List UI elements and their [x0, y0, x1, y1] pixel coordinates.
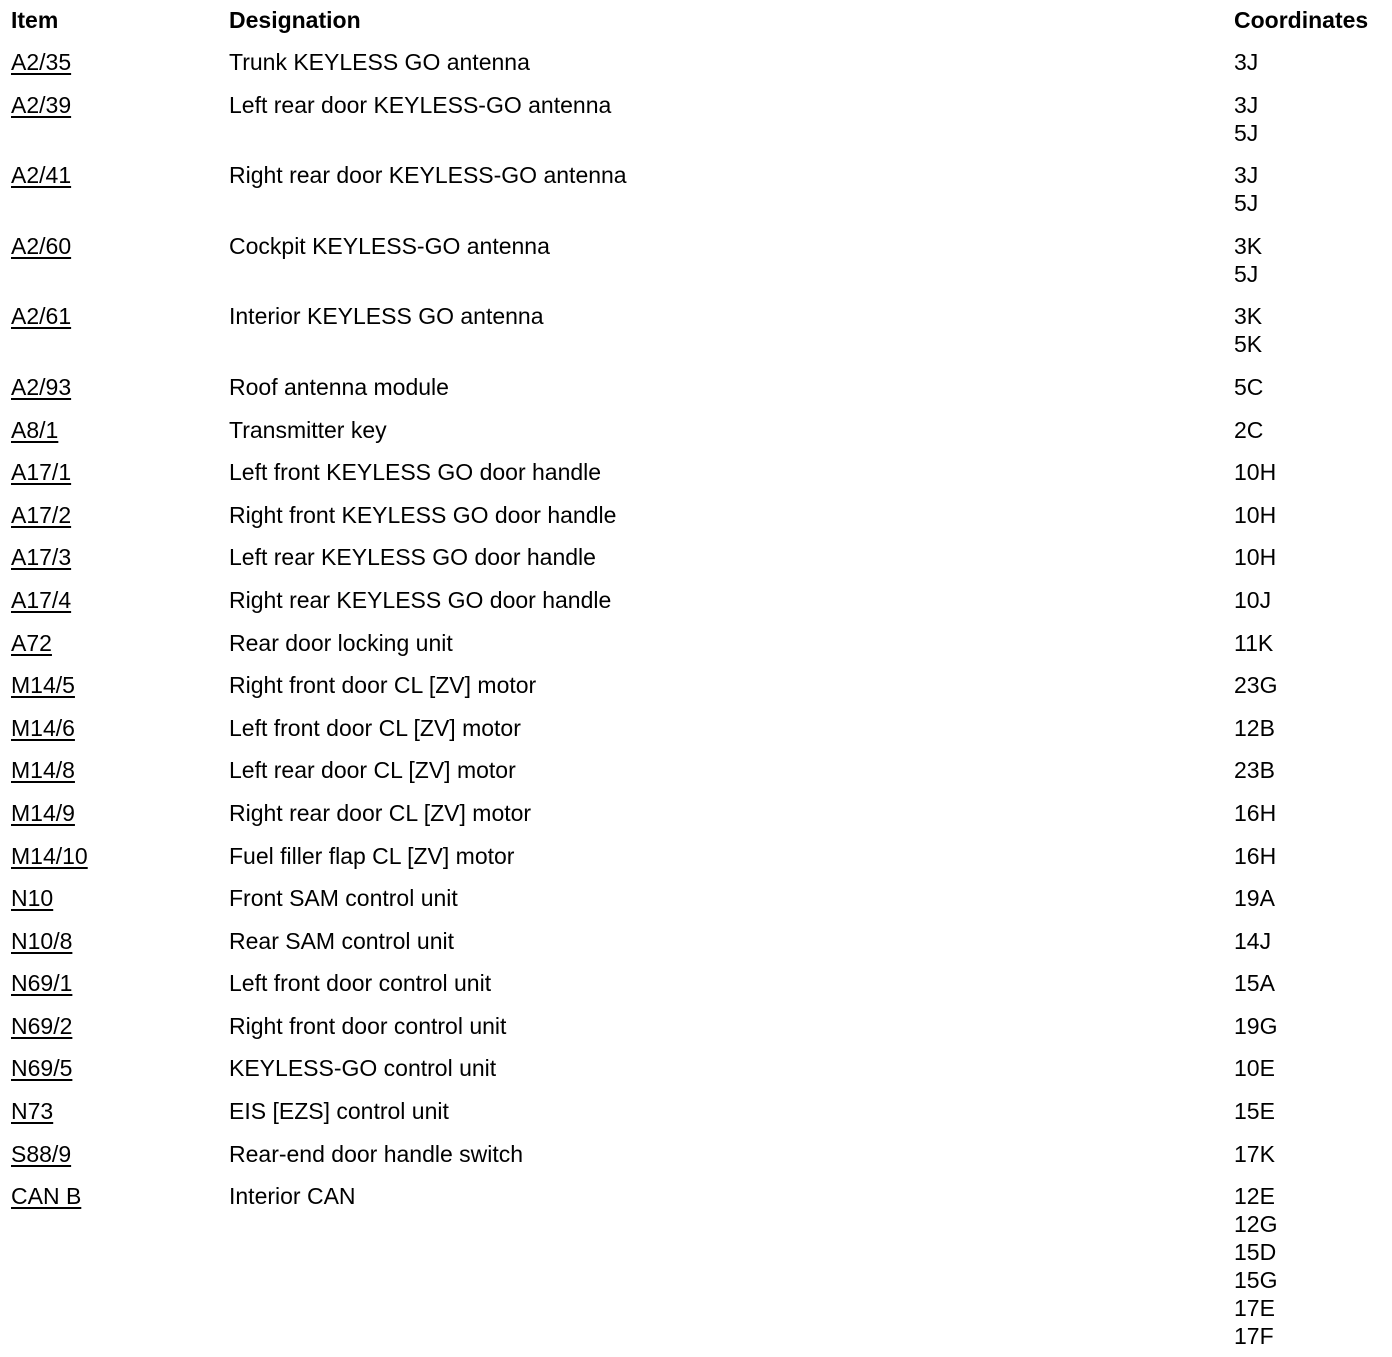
table-row [0, 834, 1392, 877]
designation-cell: Roof antenna module [229, 373, 449, 400]
item-cell [11, 756, 75, 784]
coordinate-value: 23B [1234, 757, 1275, 784]
coordinate-value: 15E [1234, 1098, 1275, 1125]
coordinate-value: 12G [1234, 1211, 1278, 1238]
item-link[interactable]: CAN B [11, 1183, 82, 1210]
item-link[interactable]: A17/1 [11, 459, 72, 486]
coordinate-value: 3J [1234, 91, 1259, 118]
designation-cell: Right rear KEYLESS GO door handle [229, 586, 612, 613]
coordinate-value: 16H [1234, 799, 1277, 826]
coordinate-value: 10E [1234, 1055, 1275, 1082]
item-link[interactable]: A2/41 [11, 162, 72, 189]
coordinates-cell [1234, 1012, 1277, 1040]
item-cell [11, 302, 71, 330]
coordinates-cell [1234, 671, 1277, 699]
item-cell [11, 1054, 72, 1082]
designation-cell: Front SAM control unit [229, 885, 458, 912]
header-coordinates: Coordinates [1234, 7, 1369, 33]
table-row [0, 578, 1392, 621]
item-link[interactable]: A17/4 [11, 586, 72, 613]
coordinate-value: 3J [1234, 49, 1259, 75]
designation-cell: Right rear door CL [ZV] motor [229, 799, 532, 826]
coordinate-value: 19A [1234, 885, 1275, 912]
item-cell [11, 1140, 71, 1168]
designation-cell: Left rear door KEYLESS-GO antenna [229, 91, 612, 118]
table-row [0, 706, 1392, 749]
table-row [0, 493, 1392, 536]
table-row [0, 83, 1392, 154]
coordinates-cell [1234, 543, 1276, 571]
designation-cell: Left front door control unit [229, 970, 492, 997]
coordinates-cell [1234, 714, 1275, 742]
coordinates-cell [1234, 416, 1263, 444]
table-row [0, 876, 1392, 919]
coordinates-cell [1234, 161, 1258, 217]
table-body [0, 40, 1392, 1357]
item-cell [11, 543, 71, 571]
item-link[interactable]: N69/2 [11, 1012, 73, 1039]
coordinates-cell [1234, 232, 1262, 288]
designation-cell: Left rear KEYLESS GO door handle [229, 544, 596, 571]
coordinates-cell [1234, 501, 1276, 529]
coordinate-value: 10H [1234, 501, 1277, 528]
table-row [0, 153, 1392, 224]
item-link[interactable]: M14/5 [11, 672, 75, 699]
coordinates-cell [1234, 302, 1262, 358]
coordinate-value: 5J [1234, 190, 1259, 217]
item-link[interactable]: A72 [11, 629, 52, 656]
item-cell [11, 232, 71, 260]
coordinate-value: 19G [1234, 1012, 1278, 1039]
item-cell [11, 629, 52, 657]
coordinate-value: 16H [1234, 842, 1277, 869]
item-link[interactable]: M14/10 [11, 842, 88, 869]
coordinates-cell [1234, 1140, 1275, 1168]
table-row [0, 961, 1392, 1004]
table-row [0, 1132, 1392, 1175]
header-item: Item [11, 7, 59, 33]
table-row [0, 1089, 1392, 1132]
item-cell [11, 458, 71, 486]
item-link[interactable]: N69/1 [11, 970, 73, 997]
item-link[interactable]: N10/8 [11, 927, 73, 954]
item-cell [11, 969, 72, 997]
item-link[interactable]: M14/8 [11, 757, 75, 784]
table-row [0, 663, 1392, 706]
header-designation: Designation [229, 7, 361, 33]
coordinates-cell [1234, 91, 1258, 147]
table-row [0, 450, 1392, 493]
item-link[interactable]: S88/9 [11, 1140, 72, 1167]
coordinate-value: 5J [1234, 119, 1259, 146]
coordinate-value: 15G [1234, 1267, 1278, 1294]
item-link[interactable]: A2/35 [11, 49, 72, 75]
coordinate-value: 14J [1234, 927, 1272, 954]
designation-cell: Trunk KEYLESS GO antenna [229, 49, 530, 75]
table-row [0, 621, 1392, 664]
designation-cell: KEYLESS-GO control unit [229, 1055, 497, 1082]
item-link[interactable]: A17/3 [11, 544, 72, 571]
table-row [0, 224, 1392, 295]
table-row [0, 535, 1392, 578]
item-cell [11, 501, 71, 529]
item-cell [11, 1097, 53, 1125]
coordinate-value: 3K [1234, 303, 1263, 330]
item-cell [11, 1182, 81, 1210]
designation-cell: Right rear door KEYLESS-GO antenna [229, 162, 627, 189]
item-link[interactable]: A8/1 [11, 416, 59, 443]
item-cell [11, 91, 71, 119]
item-link[interactable]: A2/61 [11, 303, 72, 330]
designation-cell: Rear door locking unit [229, 629, 453, 656]
item-link[interactable]: N73 [11, 1098, 54, 1125]
item-cell [11, 416, 58, 444]
coordinate-value: 10H [1234, 459, 1277, 486]
coordinates-cell [1234, 1097, 1275, 1125]
coordinate-value: 17K [1234, 1140, 1275, 1167]
table-row [0, 791, 1392, 834]
coordinate-value: 5C [1234, 373, 1264, 400]
coordinate-value: 17F [1234, 1323, 1274, 1350]
coordinates-cell [1234, 586, 1271, 614]
item-cell [11, 586, 71, 614]
item-cell [11, 48, 71, 76]
coordinates-cell [1234, 799, 1276, 827]
designation-cell: Right front door control unit [229, 1012, 507, 1039]
coordinates-cell [1234, 969, 1275, 997]
coordinate-value: 12B [1234, 714, 1275, 741]
table-header [0, 0, 1392, 40]
designation-cell: Left front door CL [ZV] motor [229, 714, 521, 741]
designation-cell: Interior KEYLESS GO antenna [229, 303, 544, 330]
coordinates-cell [1234, 48, 1258, 76]
coordinates-cell [1234, 884, 1275, 912]
designation-cell: EIS [EZS] control unit [229, 1098, 449, 1125]
item-link[interactable]: A2/93 [11, 373, 72, 400]
item-link[interactable]: M14/9 [11, 799, 75, 826]
designation-cell: Right front KEYLESS GO door handle [229, 501, 617, 528]
table-row [0, 1046, 1392, 1089]
table-row [0, 40, 1392, 83]
designation-cell: Right front door CL [ZV] motor [229, 672, 537, 699]
coordinate-value: 3J [1234, 162, 1259, 189]
item-link[interactable]: N69/5 [11, 1055, 73, 1082]
item-link[interactable]: A2/60 [11, 232, 72, 259]
coordinate-value: 3K [1234, 232, 1263, 259]
table-row [0, 1004, 1392, 1047]
designation-cell: Rear-end door handle switch [229, 1140, 524, 1167]
item-link[interactable]: N10 [11, 885, 54, 912]
table-row [0, 919, 1392, 962]
designation-cell: Rear SAM control unit [229, 927, 454, 954]
table-row [0, 748, 1392, 791]
item-cell [11, 927, 72, 955]
coordinate-value: 23G [1234, 672, 1278, 699]
coordinates-cell [1234, 1054, 1275, 1082]
coordinate-value: 10H [1234, 544, 1277, 571]
designation-cell: Left rear door CL [ZV] motor [229, 757, 516, 784]
item-cell [11, 714, 75, 742]
item-link[interactable]: A17/2 [11, 501, 72, 528]
designation-cell: Left front KEYLESS GO door handle [229, 459, 602, 486]
table-row [0, 365, 1392, 408]
table-row [0, 294, 1392, 365]
coordinates-cell [1234, 1182, 1277, 1350]
designation-cell: Interior CAN [229, 1183, 356, 1210]
coordinate-value: 15A [1234, 970, 1275, 997]
table-row [0, 408, 1392, 451]
item-cell [11, 842, 88, 870]
item-cell [11, 671, 75, 699]
coordinate-value: 15D [1234, 1239, 1277, 1266]
coordinate-value: 11K [1234, 629, 1274, 656]
item-cell [11, 373, 71, 401]
coordinate-value: 12E [1234, 1183, 1275, 1210]
table-row [0, 1174, 1392, 1357]
coordinates-cell [1234, 842, 1276, 870]
item-cell [11, 161, 71, 189]
coordinate-value: 17E [1234, 1295, 1275, 1322]
item-link[interactable]: A2/39 [11, 91, 72, 118]
coordinates-cell [1234, 756, 1275, 784]
item-cell [11, 799, 75, 827]
item-link[interactable]: M14/6 [11, 714, 75, 741]
designation-cell: Cockpit KEYLESS-GO antenna [229, 232, 550, 259]
coordinates-cell [1234, 373, 1263, 401]
coordinates-cell [1234, 629, 1273, 657]
designation-cell: Transmitter key [229, 416, 387, 443]
coordinate-value: 5K [1234, 331, 1263, 358]
item-cell [11, 884, 53, 912]
coordinate-value: 5J [1234, 260, 1259, 287]
coordinates-cell [1234, 927, 1271, 955]
coordinate-value: 10J [1234, 586, 1272, 613]
coordinate-value: 2C [1234, 416, 1264, 443]
designation-cell: Fuel filler flap CL [ZV] motor [229, 842, 515, 869]
item-cell [11, 1012, 72, 1040]
coordinates-cell [1234, 458, 1276, 486]
